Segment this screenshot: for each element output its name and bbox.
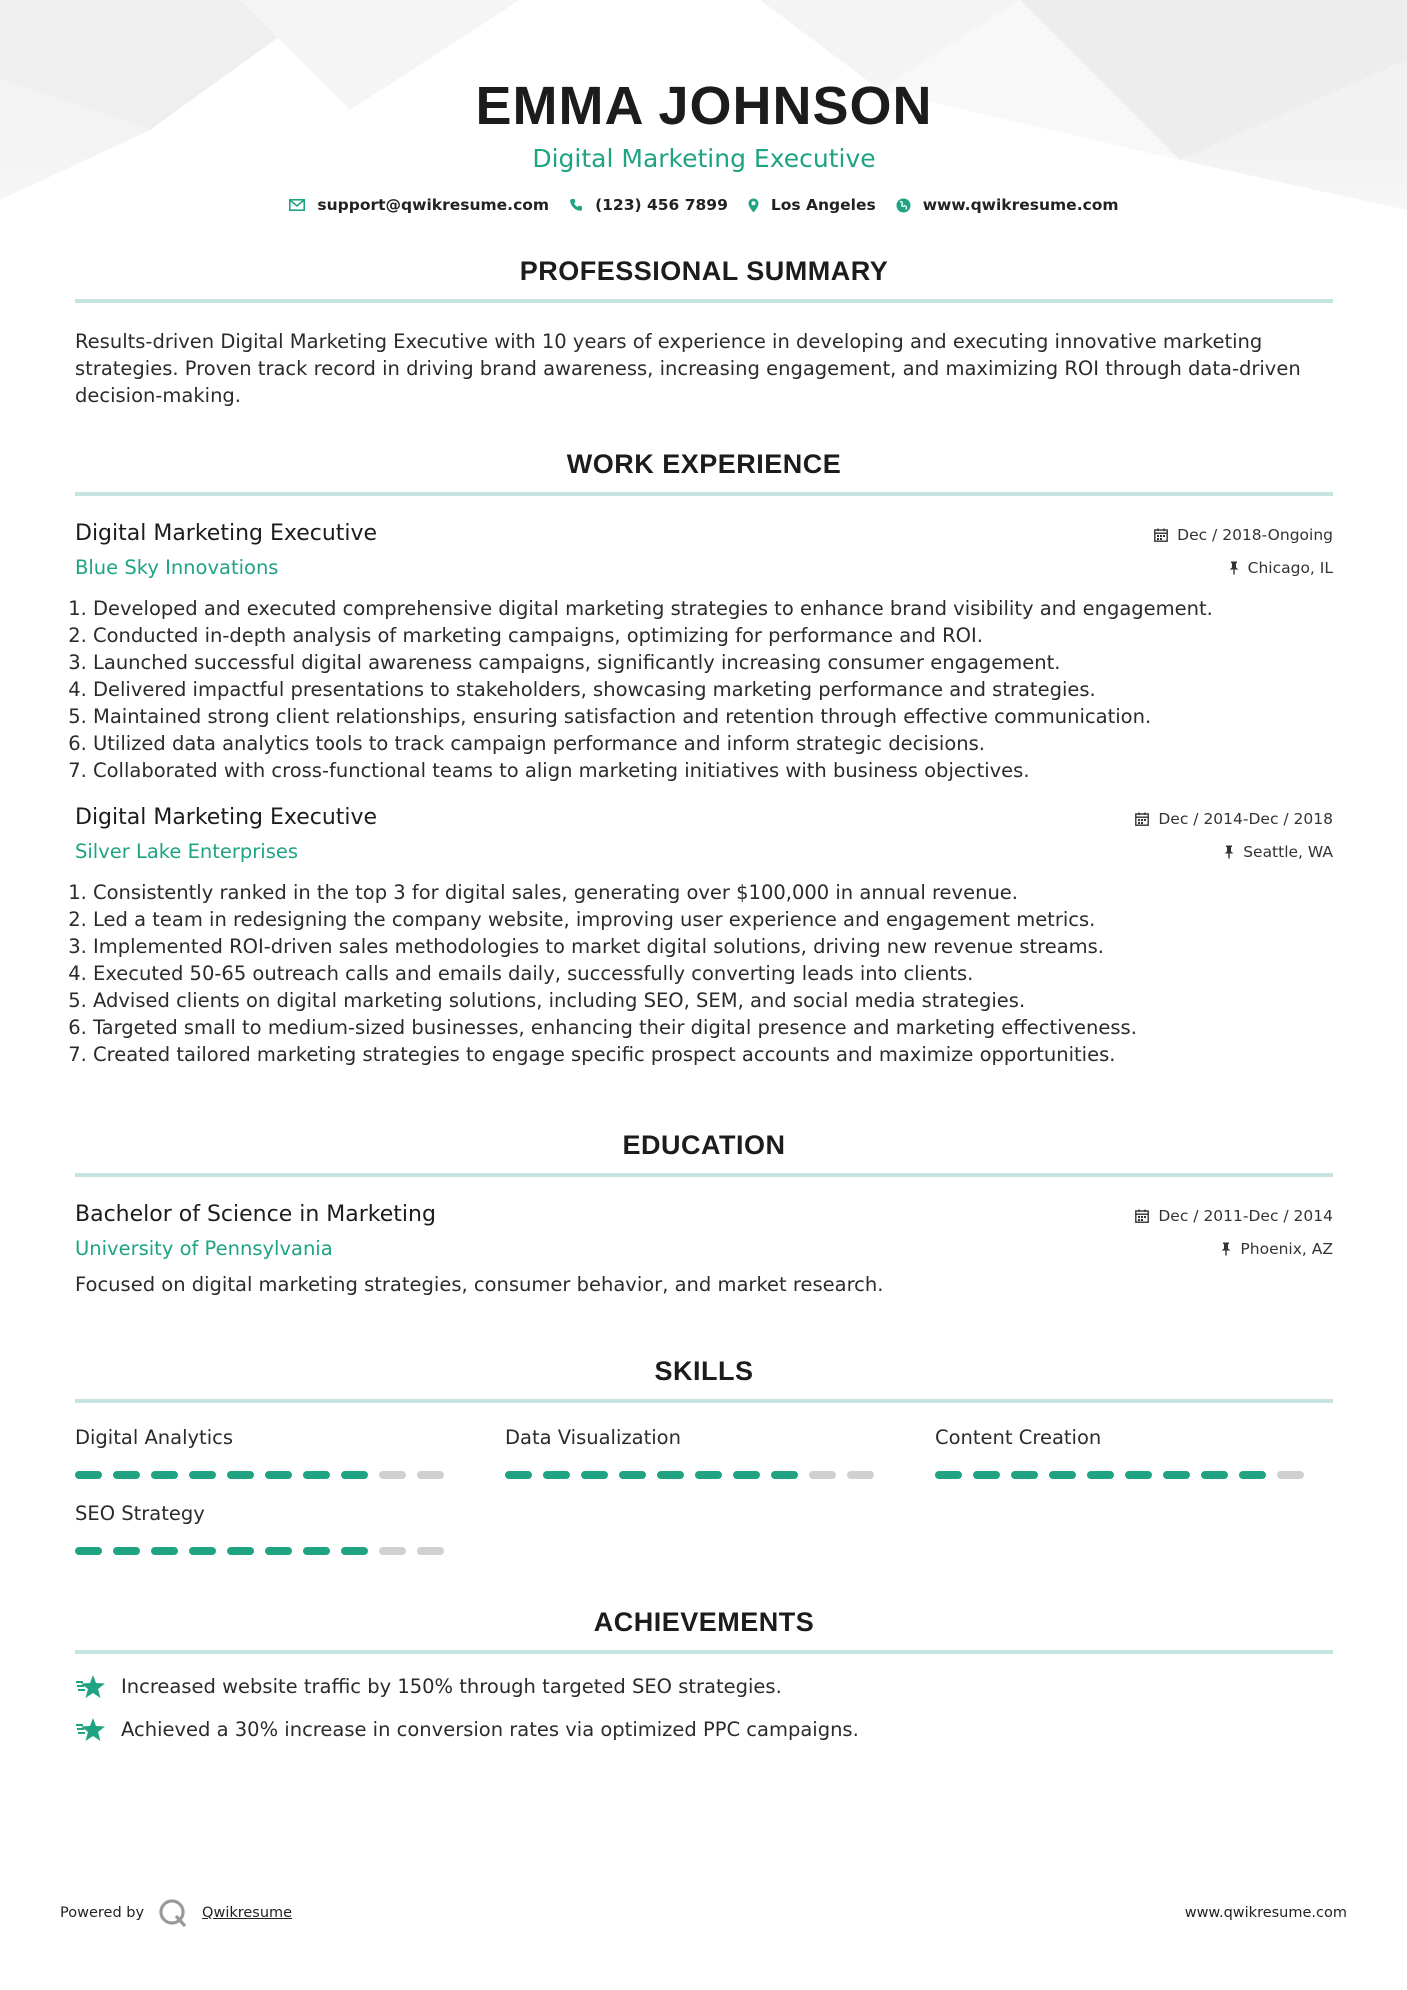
powered-by-label: Powered by [60, 1905, 145, 1921]
skill-segment-filled [657, 1471, 684, 1479]
skill-segment-filled [227, 1547, 254, 1555]
skill-segment-empty [847, 1471, 874, 1479]
skill-level-bar [75, 1471, 505, 1479]
list-item: 4. Executed 50-65 outreach calls and emails daily, successfully converting leads into clients. [93, 960, 1333, 987]
candidate-role: Digital Marketing Executive [532, 144, 876, 173]
calendar-icon [1135, 812, 1149, 826]
achievements-section [75, 1607, 1333, 1743]
map-marker-icon [748, 198, 759, 213]
skill-segment-filled [1125, 1471, 1152, 1479]
degree-title: Bachelor of Science in Marketing [75, 1202, 436, 1227]
job-entry [75, 804, 1333, 1068]
education-entry [75, 1201, 1333, 1298]
company-name: Silver Lake Enterprises [75, 840, 299, 863]
job-dates: Dec / 2018-Ongoing [1177, 526, 1333, 544]
skill-segment-filled [695, 1471, 722, 1479]
skill-level-bar [935, 1471, 1333, 1479]
calendar-icon [1154, 528, 1168, 542]
skill-segment-filled [113, 1471, 140, 1479]
globe-icon [896, 198, 911, 213]
section-divider [75, 299, 1333, 303]
skill-segment-empty [809, 1471, 836, 1479]
skill-segment-filled [1239, 1471, 1266, 1479]
skill-segment-filled [265, 1547, 292, 1555]
calendar-icon [1135, 1209, 1149, 1223]
footer-site-link[interactable]: www.qwikresume.com [1184, 1905, 1347, 1921]
skill-level-bar [505, 1471, 935, 1479]
skill-segment-filled [1049, 1471, 1076, 1479]
skill-segment-filled [227, 1471, 254, 1479]
job-title: Digital Marketing Executive [75, 521, 378, 546]
list-item: 2. Conducted in-depth analysis of marketing campaigns, optimizing for performance and ROI. [93, 622, 1333, 649]
envelope-icon [289, 199, 305, 211]
skill-segment-filled [543, 1471, 570, 1479]
job-bullets [75, 595, 1333, 784]
skill-segment-empty [417, 1547, 444, 1555]
resume-page [75, 0, 1333, 1743]
section-divider [75, 1173, 1333, 1177]
job-title: Digital Marketing Executive [75, 805, 378, 830]
skill-segment-filled [1011, 1471, 1038, 1479]
skills-section [75, 1356, 1333, 1555]
qwikresume-link[interactable]: Qwikresume [202, 1905, 293, 1921]
skill-segment-empty [417, 1471, 444, 1479]
contact-phone-text: (123) 456 7899 [595, 196, 728, 214]
pin-icon [1221, 1242, 1231, 1256]
contact-location-text: Los Angeles [770, 196, 876, 214]
skill-segment-filled [303, 1547, 330, 1555]
skill-segment-filled [619, 1471, 646, 1479]
resume-header [75, 0, 1333, 214]
education-description: Focused on digital marketing strategies, consumer behavior, and market research. [75, 1273, 884, 1296]
school-name: University of Pennsylvania [75, 1237, 333, 1260]
job-location: Chicago, IL [1247, 559, 1333, 577]
list-item: 6. Utilized data analytics tools to track campaign performance and inform strategic decisions. [93, 730, 1333, 757]
list-item: 4. Delivered impactful presentations to stakeholders, showcasing marketing performance and strategies. [93, 676, 1333, 703]
qwikresume-logo-icon [158, 1898, 188, 1928]
section-divider [75, 492, 1333, 496]
skill-segment-filled [973, 1471, 1000, 1479]
section-title-summary: PROFESSIONAL SUMMARY [519, 256, 889, 286]
job-bullets [75, 879, 1333, 1068]
skill-item [75, 1501, 505, 1555]
skill-segment-empty [379, 1547, 406, 1555]
list-item: 7. Created tailored marketing strategies to engage specific prospect accounts and maximize opportunities. [93, 1041, 1333, 1068]
contact-phone[interactable] [569, 196, 728, 214]
list-item: 5. Maintained strong client relationships, ensuring satisfaction and retention through effective communication. [93, 703, 1333, 730]
company-name: Blue Sky Innovations [75, 556, 279, 579]
job-dates: Dec / 2014-Dec / 2018 [1158, 810, 1333, 828]
candidate-name: EMMA JOHNSON [475, 76, 933, 136]
skill-segment-filled [341, 1547, 368, 1555]
skill-segment-filled [505, 1471, 532, 1479]
skill-segment-filled [151, 1547, 178, 1555]
section-title-achievements: ACHIEVEMENTS [593, 1607, 815, 1637]
skill-item [935, 1425, 1333, 1479]
list-item: 2. Led a team in redesigning the company website, improving user experience and engagement metrics. [93, 906, 1333, 933]
skill-segment-filled [151, 1471, 178, 1479]
skills-grid [75, 1425, 1333, 1555]
section-title-education: EDUCATION [622, 1130, 786, 1160]
work-section [75, 449, 1333, 1068]
summary-section [75, 256, 1333, 409]
skill-segment-empty [1277, 1471, 1304, 1479]
skill-segment-filled [771, 1471, 798, 1479]
skill-segment-filled [1163, 1471, 1190, 1479]
skill-name: Digital Analytics [75, 1426, 233, 1449]
pin-icon [1224, 845, 1234, 859]
achievement-item [75, 1717, 1333, 1743]
achievement-item [75, 1674, 1333, 1700]
skill-segment-filled [341, 1471, 368, 1479]
education-location: Phoenix, AZ [1240, 1240, 1333, 1258]
list-item: 3. Launched successful digital awareness campaigns, significantly increasing consumer engagement. [93, 649, 1333, 676]
skill-segment-empty [379, 1471, 406, 1479]
skill-segment-filled [75, 1471, 102, 1479]
contact-location [748, 196, 876, 214]
education-dates: Dec / 2011-Dec / 2014 [1158, 1207, 1333, 1225]
skill-segment-filled [935, 1471, 962, 1479]
skill-segment-filled [113, 1547, 140, 1555]
skill-segment-filled [265, 1471, 292, 1479]
contact-website[interactable] [896, 196, 1119, 214]
summary-text: Results-driven Digital Marketing Executive with 10 years of experience in developing and executing innovative marketing strategies. Proven track record in driving brand awareness, increasing engagement, and maximizing ROI through data-driven decision-making. [75, 330, 1301, 407]
skill-name: Content Creation [935, 1426, 1102, 1449]
list-item: 1. Developed and executed comprehensive digital marketing strategies to enhance brand visibility and engagement. [93, 595, 1333, 622]
achievement-text: Achieved a 30% increase in conversion rates via optimized PPC campaigns. [121, 1718, 859, 1741]
list-item: 7. Collaborated with cross-functional teams to align marketing initiatives with business objectives. [93, 757, 1333, 784]
section-divider [75, 1650, 1333, 1654]
skill-name: SEO Strategy [75, 1502, 205, 1525]
skill-item [505, 1425, 935, 1479]
skill-level-bar [75, 1547, 505, 1555]
list-item: 3. Implemented ROI-driven sales methodologies to market digital solutions, driving new revenue streams. [93, 933, 1333, 960]
list-item: 5. Advised clients on digital marketing solutions, including SEO, SEM, and social media strategies. [93, 987, 1333, 1014]
star-icon [75, 1674, 107, 1700]
skill-segment-filled [75, 1547, 102, 1555]
contact-email-text: support@qwikresume.com [317, 196, 550, 214]
achievement-text: Increased website traffic by 150% through targeted SEO strategies. [121, 1675, 782, 1698]
skill-segment-filled [189, 1547, 216, 1555]
skill-segment-filled [303, 1471, 330, 1479]
star-icon [75, 1717, 107, 1743]
section-title-work: WORK EXPERIENCE [566, 449, 842, 479]
skill-segment-filled [581, 1471, 608, 1479]
job-location: Seattle, WA [1243, 843, 1333, 861]
contact-email[interactable] [289, 196, 549, 214]
skill-segment-filled [733, 1471, 760, 1479]
section-divider [75, 1399, 1333, 1403]
job-entry [75, 520, 1333, 784]
phone-icon [569, 198, 583, 212]
education-section [75, 1130, 1333, 1298]
skill-segment-filled [1201, 1471, 1228, 1479]
footer [60, 1898, 1347, 1928]
list-item: 1. Consistently ranked in the top 3 for digital sales, generating over $100,000 in annual revenue. [93, 879, 1333, 906]
contact-website-text: www.qwikresume.com [922, 196, 1119, 214]
list-item: 6. Targeted small to medium-sized businesses, enhancing their digital presence and marketing effectiveness. [93, 1014, 1333, 1041]
skill-name: Data Visualization [505, 1426, 681, 1449]
contact-bar [75, 196, 1333, 214]
skill-item [75, 1425, 505, 1479]
skill-segment-filled [1087, 1471, 1114, 1479]
section-title-skills: SKILLS [654, 1356, 754, 1386]
pin-icon [1229, 561, 1239, 575]
skill-segment-filled [189, 1471, 216, 1479]
